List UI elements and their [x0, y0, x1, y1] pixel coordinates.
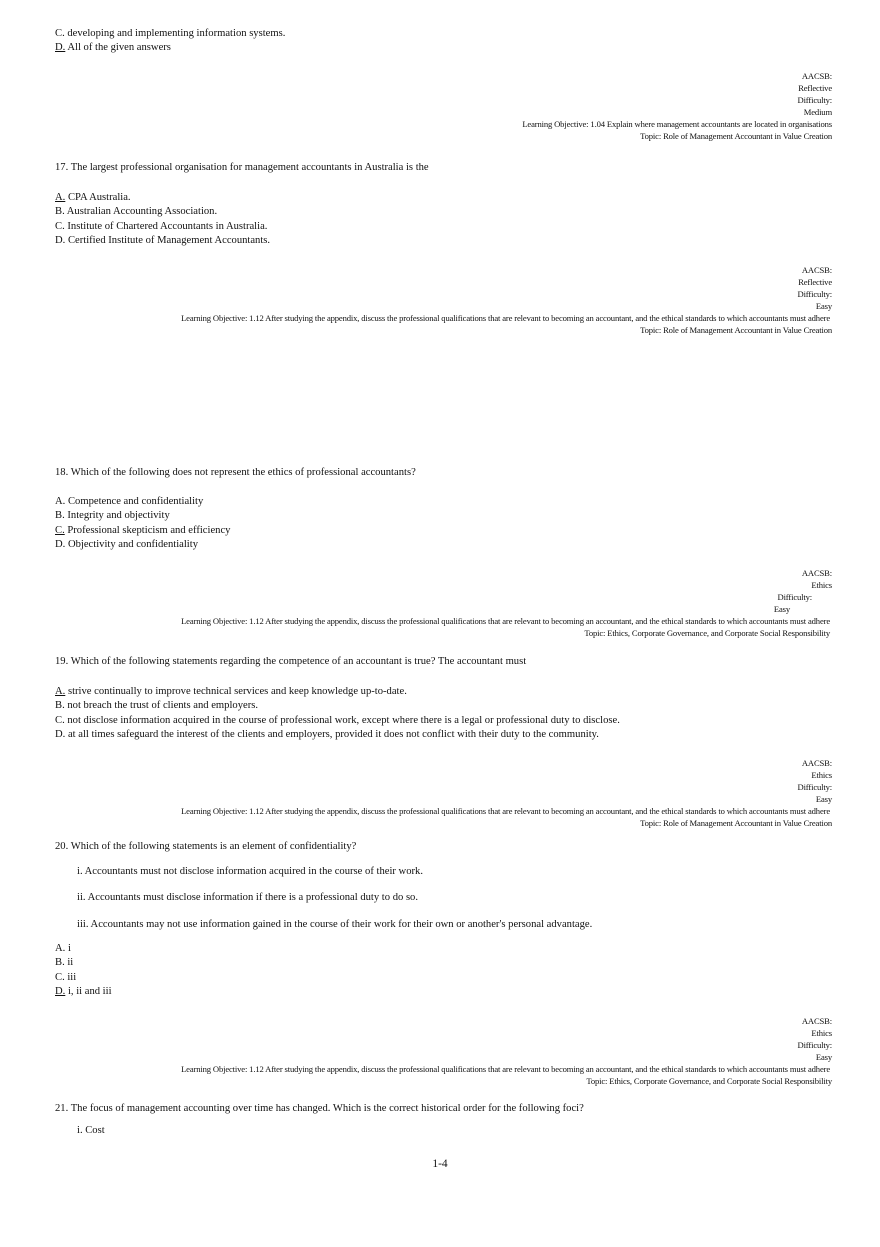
text-line: Ethics — [811, 770, 832, 780]
option-d: D. at all times safeguard the interest of the clients and employers, provided it does not conflict with their duty to the community. — [55, 729, 599, 741]
question-17-metadata — [181, 264, 832, 336]
text-line: Difficulty: — [797, 95, 832, 105]
text-line: Easy — [815, 1052, 832, 1062]
statement-iii: iii. Accountants may not use information gained in the course of their work for their own or another's personal advantage. — [77, 918, 593, 930]
option-d: D. Objectivity and confidentiality — [55, 539, 198, 551]
question-18-options — [55, 495, 835, 553]
text-line: Easy — [773, 604, 790, 614]
option-c: C. not disclose information acquired in the course of professional work, except where there is a legal or professional duty to disclose. — [55, 714, 620, 726]
page-number: 1-4 — [432, 1158, 448, 1170]
question-stem: 18. Which of the following does not represent the ethics of professional accountants? — [55, 467, 416, 478]
question-19 — [55, 655, 835, 669]
text-line: Learning Objective: 1.12 After studying the appendix, discuss the professional qualifications that are relevant to becoming an accountant, and the ethical standards to which accountants must adhere — [181, 313, 830, 323]
text-line: Medium — [803, 107, 832, 117]
option-c: C. Institute of Chartered Accountants in Australia. — [55, 220, 268, 232]
text-line: Topic: Role of Management Accountant in Value Creation — [640, 131, 832, 141]
option-b: B. Australian Accounting Association. — [55, 206, 218, 218]
text-line: Easy — [815, 301, 832, 311]
question-17-options — [55, 191, 835, 249]
text-line: Learning Objective: 1.12 After studying the appendix, discuss the professional qualifications that are relevant to becoming an accountant, and the ethical standards to which accountants must adhere — [181, 1064, 830, 1074]
option-a: A. i — [55, 943, 71, 954]
option-a: A. Competence and confidentiality — [55, 496, 204, 507]
text-line: Topic: Role of Management Accountant in Value Creation — [640, 818, 832, 828]
option-c: C. developing and implementing information systems. — [55, 28, 286, 39]
question-stem: 19. Which of the following statements regarding the competence of an accountant is true? The accountant must — [55, 656, 527, 667]
text-line: Difficulty: — [797, 1040, 832, 1050]
option-d: D. All of the given answers — [55, 42, 171, 54]
option-b: B. Integrity and objectivity — [55, 510, 170, 522]
text-line: Easy — [815, 794, 832, 804]
text-line: AACSB: — [801, 568, 832, 578]
text-line: Difficulty: — [797, 782, 832, 792]
question-19-options — [55, 685, 835, 743]
question-21 — [55, 1102, 835, 1116]
text-line: Learning Objective: 1.12 After studying the appendix, discuss the professional qualifications that are relevant to becoming an accountant, and the ethical standards to which accountants must adhere — [181, 616, 830, 626]
question-metadata — [522, 70, 832, 142]
text-line: Ethics — [811, 1028, 832, 1038]
text-line: Topic: Role of Management Accountant in Value Creation — [640, 325, 832, 335]
question-18-metadata — [181, 567, 832, 639]
top-options — [55, 27, 835, 56]
option-c: C. Professional skepticism and efficiency — [55, 524, 231, 536]
text-line: Difficulty: — [777, 592, 812, 602]
text-line: Topic: Ethics, Corporate Governance, and Corporate Social Responsibility — [584, 628, 830, 638]
option-c: C. iii — [55, 971, 77, 983]
option-d: D. Certified Institute of Management Accountants. — [55, 235, 271, 247]
option-a: A. strive continually to improve technical services and keep knowledge up-to-date. — [55, 686, 407, 697]
statement-i: i. Accountants must not disclose information acquired in the course of their work. — [77, 866, 423, 877]
question-20-statements — [55, 865, 835, 932]
text-line: Ethics — [811, 580, 832, 590]
text-line: Reflective — [798, 277, 832, 287]
question-17 — [55, 161, 835, 175]
text-line: AACSB: — [801, 758, 832, 768]
question-20 — [55, 840, 835, 854]
question-19-metadata — [181, 757, 832, 829]
text-line: Reflective — [798, 83, 832, 93]
question-18 — [55, 466, 835, 480]
text-line: AACSB: — [801, 71, 832, 81]
statement-i: i. Cost — [77, 1125, 105, 1136]
statement-ii: ii. Accountants must disclose information if there is a professional duty to do so. — [77, 892, 419, 904]
question-stem: 21. The focus of management accounting over time has changed. Which is the correct historical order for the following foci? — [55, 1103, 584, 1114]
question-stem: 17. The largest professional organisation for management accountants in Australia is the — [55, 162, 429, 173]
question-stem: 20. Which of the following statements is an element of confidentiality? — [55, 841, 357, 852]
question-20-metadata — [181, 1015, 832, 1087]
option-a: A. CPA Australia. — [55, 192, 131, 203]
option-b: B. ii — [55, 957, 74, 969]
question-20-options — [55, 942, 835, 1000]
text-line: AACSB: — [801, 1016, 832, 1026]
text-line: AACSB: — [801, 265, 832, 275]
text-line: Topic: Ethics, Corporate Governance, and Corporate Social Responsibility — [586, 1076, 832, 1086]
text-line: Learning Objective: 1.04 Explain where management accountants are located in organisations — [522, 119, 832, 129]
option-b: B. not breach the trust of clients and employers. — [55, 700, 258, 712]
option-d: D. i, ii and iii — [55, 986, 112, 998]
question-21-statements — [55, 1124, 835, 1138]
text-line: Learning Objective: 1.12 After studying the appendix, discuss the professional qualifications that are relevant to becoming an accountant, and the ethical standards to which accountants must adhere — [181, 806, 830, 816]
text-line: Difficulty: — [797, 289, 832, 299]
